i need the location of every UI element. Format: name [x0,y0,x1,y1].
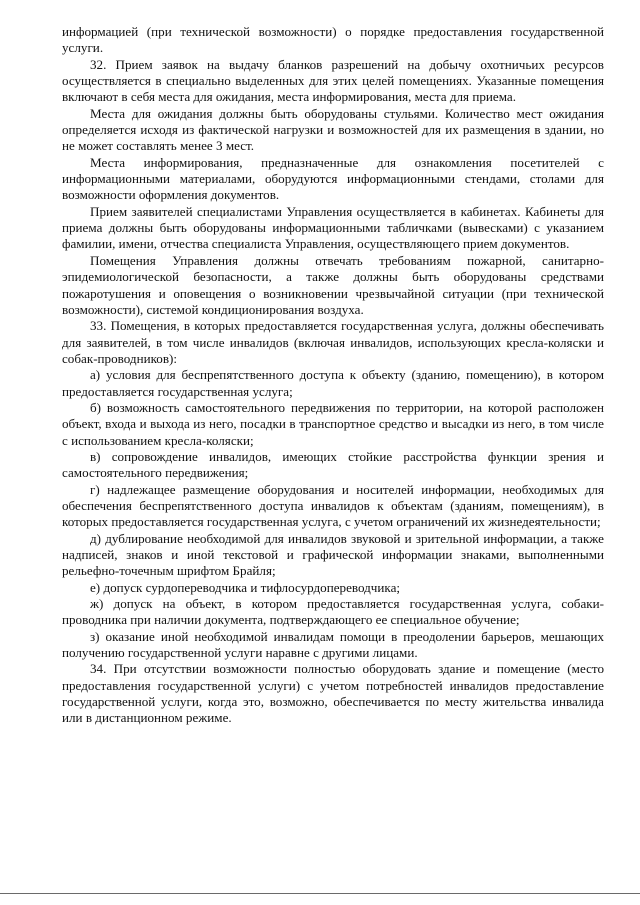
list-item-b: б) возможность самостоятельного передвижения по территории, на которой расположен объект, входа и выхода из него, посадки в транспортное средство и высадки из него, в том числе с использованием кресла-коляски; [62,399,604,448]
paragraph-safety-requirements: Помещения Управления должны отвечать требованиям пожарной, санитарно-эпидемиологической безопасности, а также должны быть оборудованы средствами пожаротушения и оповещения о возникновении чрезвычайной ситуации (при технической возможности), системой кондиционирования воздуха. [62,252,604,317]
list-item-e: е) допуск сурдопереводчика и тифлосурдопереводчика; [90,579,401,595]
paragraph-32-reception: 32. Прием заявок на выдачу бланков разрешений на добычу охотничьих ресурсов осуществляется в специально выделенных для этих целей помещениях. Указанные помещения включают в себя места для ожидания, места информирования, места для приема. [62,56,604,105]
list-item-zh: ж) допуск на объект, в котором предоставляется государственная услуга, собаки-проводника при наличии документа, подтверждающего ее специальное обучение; [62,596,604,628]
paragraph-waiting-places: Места для ожидания должны быть оборудованы стульями. Количество мест ожидания определяется исходя из фактической нагрузки и возможностей для их размещения в здании, но не может составлять менее 3 мест. [62,105,604,154]
paragraph-continuation: информацией (при технической возможности) о порядке предоставления государственной услуги. [62,24,604,56]
paragraph-33-accessibility: 33. Помещения, в которых предоставляется государственная услуга, должны обеспечивать для заявителей, в том числе инвалидов (включая инвалидов, использующих кресла-коляски и собак-проводников): [62,318,604,366]
document-page [62,24,604,727]
list-item-d: д) дублирование необходимой для инвалидов звуковой и зрительной информации, а также надписей, знаков и иной текстовой и графической информации знаками, выполненными рельефно-точечным шрифтом Брайля; [62,530,604,579]
page-bottom-divider [0,893,640,894]
paragraph-34-remote-service: 34. При отсутствии возможности полностью оборудовать здание и помещение (место предоставления государственной услуги) с учетом потребностей инвалидов предоставление государственной услуги, когда это, возможно, обеспечивается по месту жительства инвалида или в дистанционном режиме. [62,661,604,726]
paragraph-reception-offices: Прием заявителей специалистами Управления осуществляется в кабинетах. Кабинеты для приема должны быть оборудованы информационными табличками (вывесками) с указанием фамилии, имени, отчества специалиста Управления, осуществляющего прием документов. [62,203,604,252]
list-item-a: а) условия для беспрепятственного доступа к объекту (зданию, помещению), в котором предоставляется государственная услуга; [62,367,604,399]
list-item-g: г) надлежащее размещение оборудования и носителей информации, необходимых для обеспечения беспрепятственного доступа инвалидов к объектам (зданиям, помещениям), в которых предоставляется государственная услуга, с учетом ограничений их жизнедеятельности; [62,481,604,530]
list-item-z: з) оказание иной необходимой инвалидам помощи в преодолении барьеров, мешающих получению государственной услуги наравне с другими лицами. [62,628,604,661]
paragraph-information-places: Места информирования, предназначенные для ознакомления посетителей с информационными материалами, оборудуются информационными стендами, столами для возможности оформления документов. [62,154,604,203]
list-item-v: в) сопровождение инвалидов, имеющих стойкие расстройства функции зрения и самостоятельного передвижения; [62,448,604,481]
